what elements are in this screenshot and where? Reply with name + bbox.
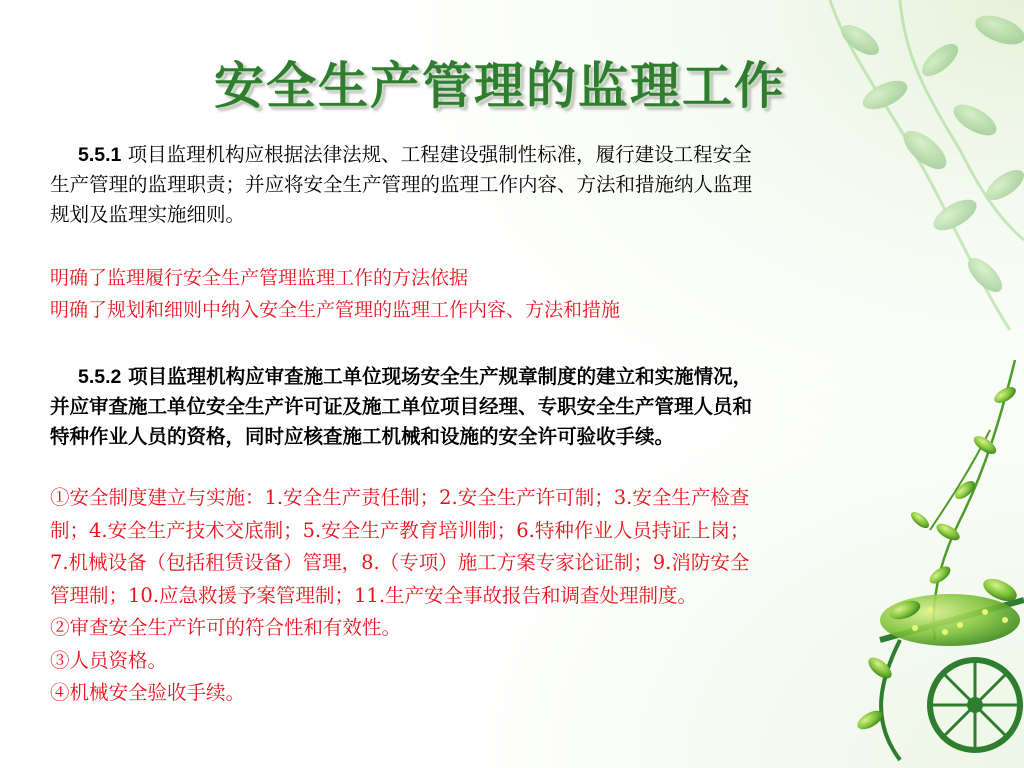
list-item: ④机械安全验收手续。 — [50, 681, 246, 704]
requirement-list — [50, 482, 970, 710]
section-5-5-1 — [50, 140, 970, 230]
section-text: 项目监理机构应根据法律法规、工程建设强制性标准，履行建设工程安全 — [121, 143, 752, 166]
section-number: 5.5.2 — [78, 366, 122, 388]
section-5-5-2 — [50, 362, 970, 452]
section-text: 生产管理的监理职责；并应将安全生产管理的监理工作内容、方法和措施纳人监理 — [50, 173, 753, 196]
list-item: ③人员资格。 — [50, 648, 168, 672]
note-line: 明确了规划和细则中纳入安全生产管理的监理工作内容、方法和措施 — [50, 299, 621, 321]
list-item: 7.机械设备（包括租赁设备）管理，8.（专项）施工方案专家论证制；9.消防安全 — [50, 551, 750, 574]
list-item: 管理制；10.应急救援予案管理制；11.生产安全事故报告和调查处理制度。 — [50, 583, 698, 607]
section-number: 5.5.1 — [78, 144, 122, 166]
section-notes — [50, 262, 970, 326]
list-item: ①安全制度建立与实施：1.安全生产责任制；2.安全生产许可制；3.安全生产检查 — [50, 486, 750, 509]
list-item: ②审查安全生产许可的符合性和有效性。 — [50, 616, 402, 639]
section-text: 规划及监理实施细则。 — [50, 203, 246, 226]
note-line: 明确了监理履行安全生产管理监理工作的方法依据 — [50, 267, 469, 289]
section-text: 并应审查施工单位安全生产许可证及施工单位项目经理、专职安全生产管理人员和 — [50, 395, 753, 418]
slide-title: 安全生产管理的监理工作 — [214, 56, 786, 115]
list-item: 制；4.安全生产技术交底制；5.安全生产教育培训制；6.特种作业人员持证上岗； — [50, 518, 750, 542]
section-text: 项目监理机构应审查施工单位现场安全生产规章制度的建立和实施情况， — [121, 365, 753, 388]
section-text: 特种作业人员的资格，同时应核查施工机械和设施的安全许可验收手续。 — [50, 425, 675, 448]
